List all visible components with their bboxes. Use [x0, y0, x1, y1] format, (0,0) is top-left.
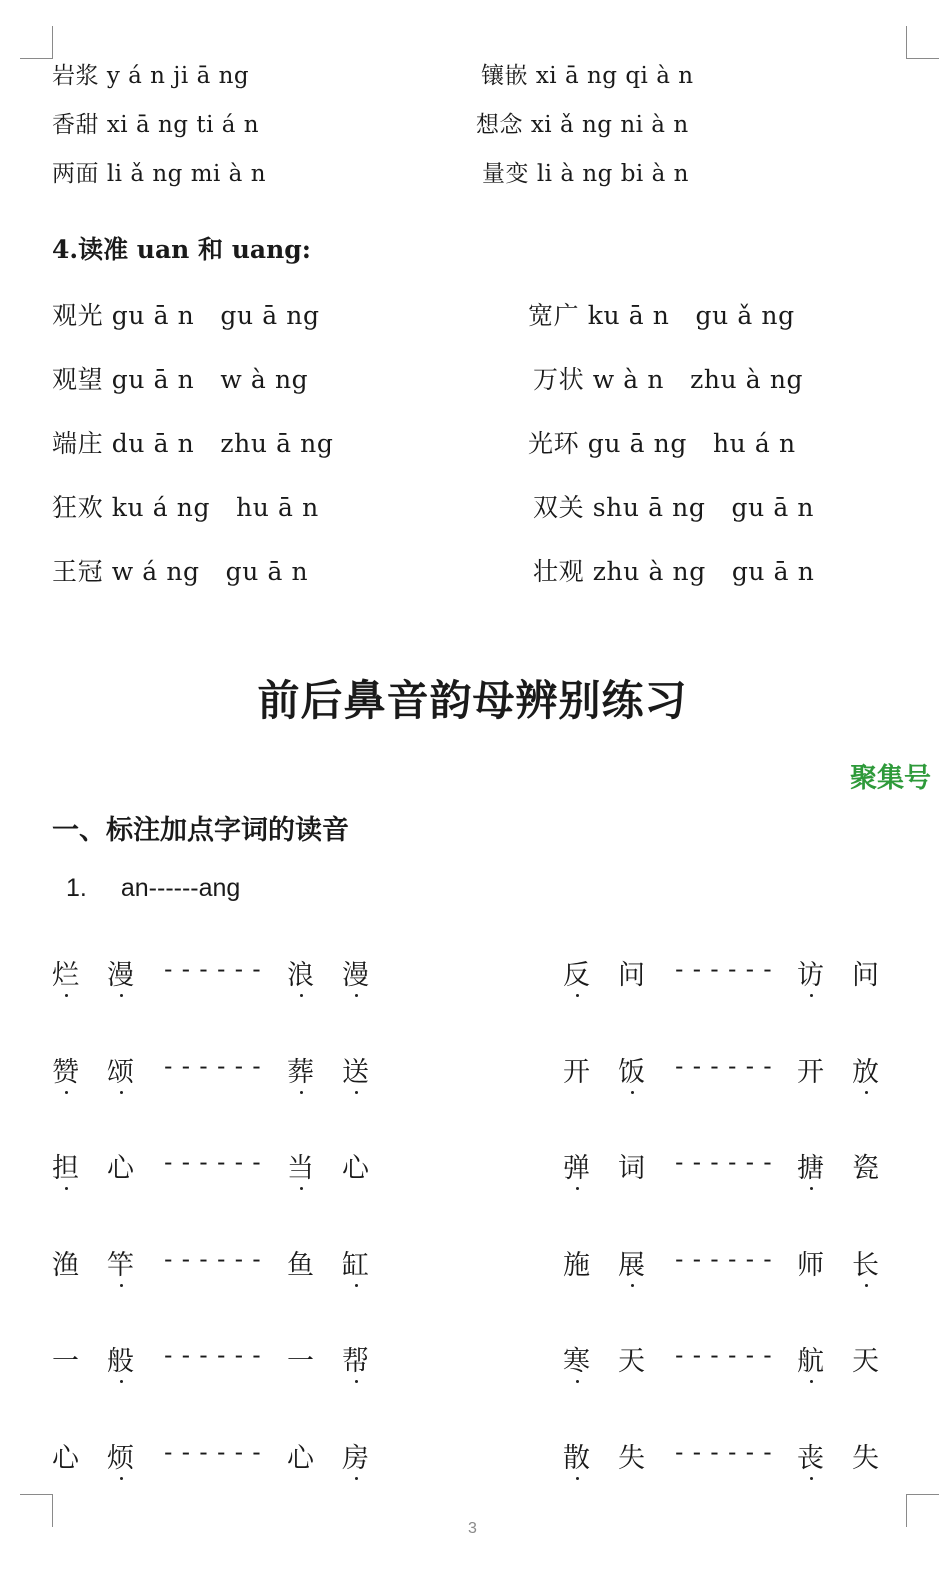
hanzi-char: 词 [618, 1153, 645, 1184]
uan-entry [52, 552, 308, 588]
uan-entry [533, 552, 814, 588]
part-heading: 一、标注加点字词的读音 [52, 815, 349, 846]
hanzi-char: 丧 [797, 1436, 824, 1475]
hanzi-char: 烦 [107, 1436, 134, 1475]
pinyin-2: gu ā ng [220, 301, 320, 330]
hanzi-char: 鱼 [287, 1249, 314, 1281]
dash-separator: ------ [672, 1341, 778, 1369]
hanzi-char: 弹 [563, 1146, 590, 1185]
word-entry [52, 57, 249, 90]
hanzi-char: 反 [563, 953, 590, 992]
pinyin-1: w á ng [111, 557, 200, 586]
word-pair-row [0, 1436, 945, 1476]
hanzi-char: 当 [287, 1146, 314, 1185]
dash-separator: ------ [161, 1051, 267, 1080]
hanzi-char: 担 [52, 1146, 79, 1185]
dash-separator: ------ [161, 1437, 267, 1466]
hanzi-char: 天 [852, 1346, 879, 1377]
dash-separator: ------ [161, 1244, 267, 1273]
subsection-heading [66, 874, 240, 903]
word-pair-row [0, 1243, 945, 1283]
subsection-number: 1. [66, 874, 87, 902]
word-hanzi: 宽广 [528, 301, 580, 330]
word-pair-row [0, 1146, 945, 1186]
uan-entry [528, 296, 795, 332]
hanzi-char: 天 [618, 1346, 645, 1377]
hanzi-char: 长 [852, 1243, 879, 1282]
hanzi-char: 搪 [797, 1146, 824, 1185]
hanzi-char: 心 [52, 1442, 79, 1474]
word-hanzi: 观光 [52, 301, 104, 330]
word-pinyin: xi ā ng qi à n [535, 63, 694, 89]
dash-separator: ------ [161, 1341, 267, 1369]
pinyin-2: gu ā n [731, 493, 815, 522]
hanzi-char: 一 [287, 1346, 314, 1377]
word-hanzi: 两面 [52, 161, 99, 187]
pinyin-1: gu ā ng [587, 429, 687, 458]
hanzi-char: 一 [52, 1346, 79, 1377]
hanzi-char: 问 [618, 960, 645, 991]
hanzi-char: 房 [342, 1436, 369, 1475]
dash-separator: ------ [672, 1437, 778, 1466]
word-pinyin: li ǎ ng mi à n [106, 161, 267, 187]
pinyin-1: zhu à ng [592, 557, 706, 586]
dash-separator: ------ [672, 955, 778, 983]
hanzi-char: 竿 [107, 1243, 134, 1282]
word-hanzi: 光环 [528, 429, 580, 458]
uan-entry [52, 424, 333, 460]
hanzi-char: 送 [342, 1050, 369, 1089]
pinyin-1: du ā n [111, 429, 195, 458]
word-hanzi: 量变 [482, 161, 529, 187]
corner-mark-top-left [20, 26, 53, 59]
hanzi-char: 漫 [107, 953, 134, 992]
hanzi-char: 烂 [52, 953, 79, 992]
brand-label: 聚集号 [850, 763, 931, 794]
page-title: 前后鼻音韵母辨别练习 [257, 676, 688, 725]
pinyin-2: hu á n [712, 429, 796, 458]
hanzi-char: 展 [618, 1243, 645, 1282]
pinyin-1: ku ā n [587, 301, 670, 330]
uan-entry [52, 360, 308, 396]
word-pair-row [0, 953, 945, 993]
hanzi-char: 赞 [52, 1050, 79, 1089]
hanzi-char: 施 [563, 1249, 590, 1281]
hanzi-char: 放 [852, 1050, 879, 1089]
uan-entry [528, 424, 796, 460]
page-number: 3 [468, 1520, 477, 1537]
corner-mark-top-right [906, 26, 939, 59]
hanzi-char: 缸 [342, 1243, 369, 1282]
word-hanzi: 镶嵌 [481, 63, 528, 89]
pinyin-1: gu ā n [111, 365, 195, 394]
hanzi-char: 失 [618, 1442, 645, 1474]
pinyin-1: shu ā ng [592, 493, 706, 522]
word-hanzi: 想念 [476, 112, 523, 138]
pinyin-2: w à ng [220, 365, 309, 394]
hanzi-char: 问 [852, 960, 879, 991]
hanzi-char: 颂 [107, 1050, 134, 1089]
word-entry [476, 106, 689, 139]
hanzi-char: 浪 [287, 953, 314, 992]
pinyin-1: gu ā n [111, 301, 195, 330]
pinyin-2: gu ā n [731, 557, 815, 586]
hanzi-char: 心 [342, 1153, 369, 1184]
pinyin-2: gu ǎ ng [695, 301, 795, 330]
hanzi-char: 访 [797, 953, 824, 992]
word-pair-row [0, 1339, 945, 1379]
hanzi-char: 渔 [52, 1249, 79, 1281]
hanzi-char: 开 [797, 1056, 824, 1088]
word-entry [52, 106, 259, 139]
word-pinyin: li à ng bi à n [536, 161, 689, 187]
word-hanzi: 观望 [52, 365, 104, 394]
pinyin-2: zhu ā ng [220, 429, 334, 458]
word-hanzi: 岩浆 [52, 63, 99, 89]
word-hanzi: 王冠 [52, 557, 104, 586]
hanzi-char: 师 [797, 1249, 824, 1281]
section-heading: 4.读准 uan 和 uang: [52, 235, 312, 264]
word-hanzi: 端庄 [52, 429, 104, 458]
dash-separator: ------ [672, 1051, 778, 1080]
uan-entry [52, 488, 319, 524]
subsection-label: an------ang [120, 874, 241, 902]
word-hanzi: 香甜 [52, 112, 99, 138]
word-hanzi: 壮观 [533, 557, 585, 586]
dash-separator: ------ [161, 1148, 267, 1176]
word-pair-row [0, 1050, 945, 1090]
word-entry [52, 155, 266, 188]
hanzi-char: 漫 [342, 953, 369, 992]
hanzi-char: 开 [563, 1056, 590, 1088]
word-entry [481, 57, 694, 90]
word-hanzi: 万状 [533, 365, 585, 394]
pinyin-2: zhu à ng [690, 365, 804, 394]
word-hanzi: 狂欢 [52, 493, 104, 522]
uan-entry [533, 360, 803, 396]
hanzi-char: 葬 [287, 1050, 314, 1089]
hanzi-char: 寒 [563, 1339, 590, 1378]
uan-entry [52, 296, 320, 332]
hanzi-char: 瓷 [852, 1153, 879, 1184]
pinyin-2: gu ā n [225, 557, 309, 586]
hanzi-char: 心 [107, 1153, 134, 1184]
hanzi-char: 心 [287, 1442, 314, 1474]
word-pinyin: y á n ji ā ng [106, 63, 250, 89]
hanzi-char: 航 [797, 1339, 824, 1378]
word-hanzi: 双关 [533, 493, 585, 522]
dash-separator: ------ [672, 1148, 778, 1176]
pinyin-2: hu ā n [236, 493, 319, 522]
word-pinyin: xi ǎ ng ni à n [530, 112, 689, 138]
word-pinyin: xi ā ng ti á n [106, 112, 260, 138]
pinyin-1: ku á ng [111, 493, 211, 522]
hanzi-char: 失 [852, 1442, 879, 1474]
hanzi-char: 般 [107, 1339, 134, 1378]
word-entry [482, 155, 689, 188]
hanzi-char: 散 [563, 1436, 590, 1475]
hanzi-char: 饭 [618, 1050, 645, 1089]
dash-separator: ------ [161, 955, 267, 983]
hanzi-char: 帮 [342, 1339, 369, 1378]
pinyin-1: w à n [592, 365, 665, 394]
dash-separator: ------ [672, 1244, 778, 1273]
uan-entry [533, 488, 814, 524]
